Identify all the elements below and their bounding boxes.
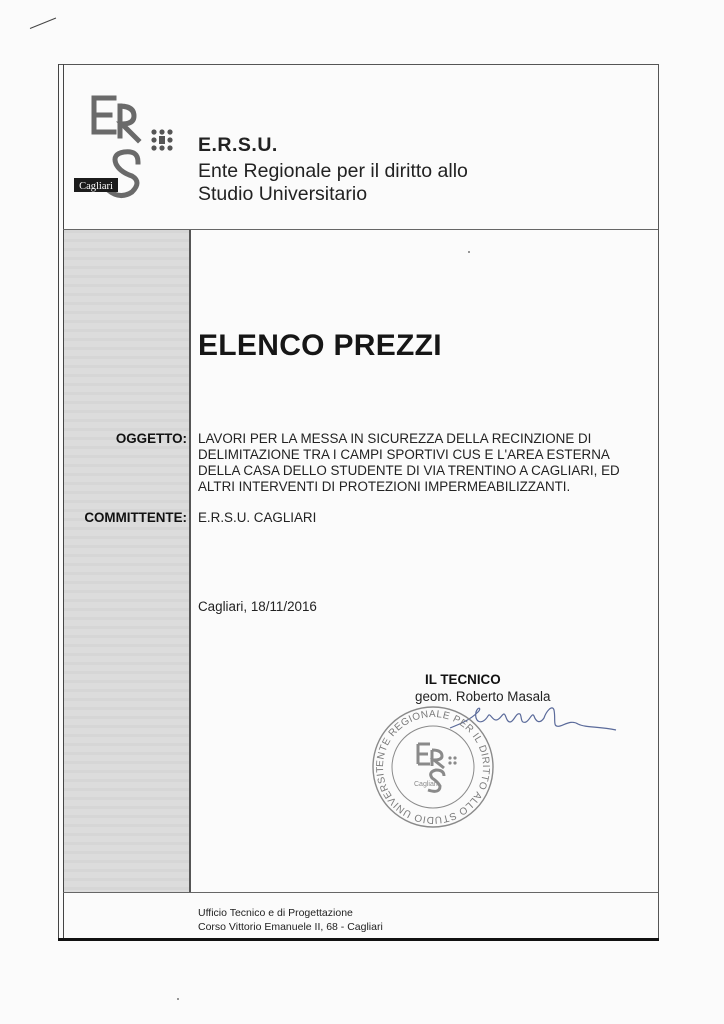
logo-label: Cagliari <box>79 181 113 192</box>
oggetto-value: LAVORI PER LA MESSA IN SICUREZZA DELLA RECINZIONE DI DELIMITAZIONE TRA I CAMPI SPORTIVI CUS E L'AREA ESTERNA DELLA CASA DELLO STUDENTE DI VIA TRENTINO A CAGLIARI, ED ALTRI INTERVENTI DI PROTEZIONI IMPERMEABILIZZANTI. <box>198 431 620 494</box>
document-title: ELENCO PREZZI <box>198 329 442 362</box>
oggetto-label: OGGETTO: <box>115 431 187 446</box>
signatory-name: geom. Roberto Masala <box>415 689 551 704</box>
scan-speck <box>177 998 179 1000</box>
official-stamp <box>370 704 496 830</box>
org-full-name-line1: Ente Regionale per il diritto allo <box>198 160 468 182</box>
bottom-rule <box>58 938 659 941</box>
org-acronym: E.R.S.U. <box>198 134 278 156</box>
org-full-name <box>198 160 518 206</box>
stamp-text: ENTE REGIONALE PER IL DIRITTO ALLO STUDIO UNIVERSIT <box>374 708 492 826</box>
margin-line <box>58 64 59 940</box>
org-full-name-line2: Studio Universitario <box>198 183 368 205</box>
ersu-logo <box>72 92 184 204</box>
footer-address <box>198 906 383 934</box>
sidebar-band <box>64 230 190 892</box>
committente-value: E.R.S.U. CAGLIARI <box>198 510 317 525</box>
signatory-role: IL TECNICO <box>425 672 501 687</box>
stamp-city: Cagliari <box>414 781 438 788</box>
document-date: Cagliari, 18/11/2016 <box>198 599 317 614</box>
sidebar-divider <box>189 230 191 892</box>
footer-line1: Ufficio Tecnico e di Progettazione <box>198 907 353 919</box>
footer-divider <box>63 892 658 893</box>
scan-mark <box>30 18 56 29</box>
committente-label: COMMITTENTE: <box>84 510 187 525</box>
footer-line2: Corso Vittorio Emanuele II, 68 - Cagliari <box>198 921 383 933</box>
